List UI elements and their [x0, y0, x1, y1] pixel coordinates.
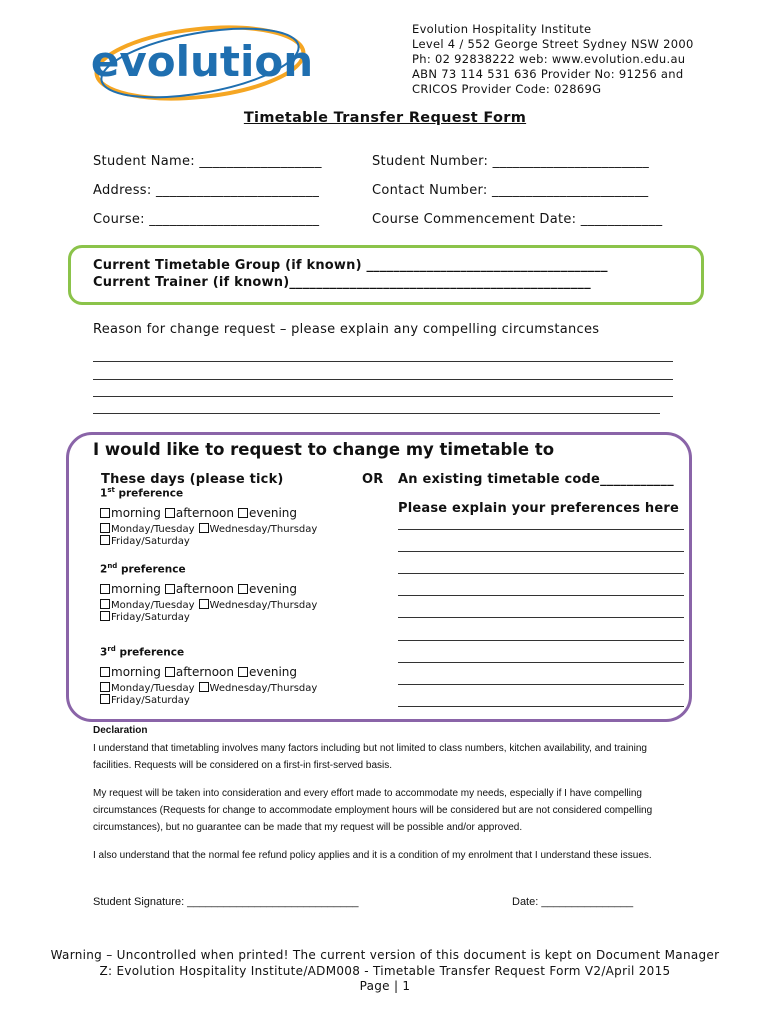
or-label: OR: [362, 472, 384, 487]
reason-line[interactable]: [93, 396, 673, 397]
time-option-afternoon[interactable]: [165, 582, 234, 596]
day-option-label: Friday/Saturday: [111, 694, 190, 706]
checkbox-icon[interactable]: [100, 523, 110, 533]
time-option-label: evening: [249, 505, 298, 520]
checkbox-icon[interactable]: [100, 611, 110, 621]
time-option-label: afternoon: [175, 581, 234, 596]
explain-line[interactable]: [398, 573, 684, 574]
org-cricos: CRICOS Provider Code: 02869G: [412, 82, 602, 96]
checkbox-icon[interactable]: [100, 584, 110, 594]
day-option[interactable]: [100, 694, 321, 706]
org-address: Level 4 / 552 George Street Sydney NSW 2000: [412, 37, 694, 51]
footer-warning: Warning – Uncontrolled when printed! The current version of this document is kept on Document Manager: [50, 948, 720, 962]
time-option-label: morning: [111, 581, 161, 596]
checkbox-icon[interactable]: [238, 667, 248, 677]
day-option[interactable]: [199, 683, 318, 694]
checkbox-icon[interactable]: [165, 667, 175, 677]
explain-line[interactable]: [398, 662, 684, 663]
checkbox-icon[interactable]: [199, 523, 209, 533]
student-name-field[interactable]: Student Name: __________________: [93, 154, 322, 169]
declaration-heading: Declaration: [93, 725, 148, 736]
time-options: [100, 506, 321, 520]
checkbox-icon[interactable]: [165, 508, 175, 518]
reason-line[interactable]: [93, 413, 660, 414]
checkbox-icon[interactable]: [100, 667, 110, 677]
student-number-field[interactable]: Student Number: _______________________: [372, 154, 650, 169]
signature-field[interactable]: Student Signature: ____________________________: [93, 896, 359, 908]
reason-line[interactable]: [93, 379, 673, 380]
explain-line[interactable]: [398, 640, 684, 641]
explain-line[interactable]: [398, 684, 684, 685]
time-options: [100, 665, 321, 679]
time-option-label: evening: [249, 581, 298, 596]
day-option[interactable]: [199, 524, 318, 535]
time-option-morning[interactable]: [100, 506, 161, 520]
explain-label: Please explain your preferences here: [398, 501, 679, 516]
explain-line[interactable]: [398, 706, 684, 707]
day-option[interactable]: [100, 535, 321, 547]
address-field[interactable]: Address: ________________________: [93, 183, 320, 198]
time-option-morning[interactable]: [100, 665, 161, 679]
org-name: Evolution Hospitality Institute: [412, 22, 592, 36]
day-option-label: Monday/Tuesday: [111, 682, 195, 694]
checkbox-icon[interactable]: [100, 599, 110, 609]
day-option-label: Wednesday/Thursday: [209, 682, 318, 694]
org-address-block: [412, 22, 694, 97]
preference-word: preference: [118, 487, 184, 500]
checkbox-icon[interactable]: [165, 584, 175, 594]
day-options: [100, 523, 321, 535]
checkbox-icon[interactable]: [100, 535, 110, 545]
day-option-label: Monday/Tuesday: [111, 599, 195, 611]
preference-num: 2: [100, 563, 108, 576]
day-option-label: Monday/Tuesday: [111, 523, 195, 535]
current-trainer-field[interactable]: Current Trainer (if known)_____________________________________________: [93, 275, 591, 290]
request-heading: I would like to request to change my timetable to: [93, 440, 555, 459]
checkbox-icon[interactable]: [100, 508, 110, 518]
declaration-p2: My request will be taken into consideration and every effort made to accommodate my needs, especially if I have compelling circumstances (Requests for change to accommodate employment hours will be considered but are not considered compelling circumstances), but no guarantee can be made that my request will be possible and/or approved.: [93, 788, 653, 833]
day-option[interactable]: [100, 611, 321, 623]
preference-block-2: [100, 562, 321, 623]
day-option[interactable]: [100, 524, 195, 535]
day-option-label: Wednesday/Thursday: [209, 523, 318, 535]
logo-text: evolution: [90, 37, 314, 86]
form-title: Timetable Transfer Request Form: [243, 110, 527, 126]
declaration-p1: I understand that timetabling involves many factors including but not limited to class numbers, kitchen availability, and training facilities. Requests will be considered on a first-in first-served basis.: [93, 743, 647, 771]
time-option-evening[interactable]: [238, 665, 297, 679]
checkbox-icon[interactable]: [238, 584, 248, 594]
preference-suffix: st: [107, 486, 115, 494]
course-field[interactable]: Course: _________________________: [93, 212, 320, 227]
time-option-label: evening: [249, 664, 298, 679]
footer-page: Page | 1: [359, 979, 411, 993]
time-option-morning[interactable]: [100, 582, 161, 596]
preference-word: preference: [119, 646, 185, 659]
time-option-evening[interactable]: [238, 582, 297, 596]
checkbox-icon[interactable]: [199, 682, 209, 692]
time-option-evening[interactable]: [238, 506, 297, 520]
explain-line[interactable]: [398, 595, 684, 596]
time-option-label: morning: [111, 505, 161, 520]
date-field[interactable]: Date: _______________: [512, 896, 634, 908]
day-option[interactable]: [199, 600, 318, 611]
day-option-label: Friday/Saturday: [111, 611, 190, 623]
checkbox-icon[interactable]: [199, 599, 209, 609]
current-group-field[interactable]: Current Timetable Group (if known) ____________________________________: [93, 258, 608, 273]
reason-label: Reason for change request – please explain any compelling circumstances: [93, 322, 600, 337]
preference-suffix: nd: [107, 562, 118, 570]
time-option-afternoon[interactable]: [165, 665, 234, 679]
preference-word: preference: [120, 563, 186, 576]
preference-suffix: rd: [107, 645, 116, 653]
time-option-label: afternoon: [175, 505, 234, 520]
footer-path: Z: Evolution Hospitality Institute/ADM008 - Timetable Transfer Request Form V2/April 2015: [99, 964, 671, 978]
checkbox-icon[interactable]: [100, 682, 110, 692]
time-option-afternoon[interactable]: [165, 506, 234, 520]
preference-title: [100, 562, 321, 576]
evolution-logo: [90, 18, 315, 108]
org-contact: Ph: 02 92838222 web: www.evolution.edu.au: [412, 52, 686, 66]
declaration-p3: I also understand that the normal fee refund policy applies and it is a condition of my enrolment that I understand these issues.: [93, 850, 652, 861]
explain-line[interactable]: [398, 551, 684, 552]
preference-title: [100, 486, 321, 500]
day-options: [100, 599, 321, 611]
checkbox-icon[interactable]: [238, 508, 248, 518]
reason-line[interactable]: [93, 361, 673, 362]
preference-num: 3: [100, 646, 108, 659]
preference-title: [100, 645, 321, 659]
preference-block-3: [100, 645, 321, 706]
time-option-label: afternoon: [175, 664, 234, 679]
day-option-label: Wednesday/Thursday: [209, 599, 318, 611]
existing-code-field[interactable]: An existing timetable code___________: [398, 472, 674, 487]
time-options: [100, 582, 321, 596]
explain-line[interactable]: [398, 617, 684, 618]
day-options: [100, 682, 321, 694]
checkbox-icon[interactable]: [100, 694, 110, 704]
explain-line[interactable]: [398, 529, 684, 530]
days-label: These days (please tick): [101, 472, 284, 487]
org-abn: ABN 73 114 531 636 Provider No: 91256 and: [412, 67, 684, 81]
preference-num: 1: [100, 487, 108, 500]
day-option[interactable]: [100, 683, 195, 694]
day-option[interactable]: [100, 600, 195, 611]
commencement-date-field[interactable]: Course Commencement Date: ____________: [372, 212, 663, 227]
contact-number-field[interactable]: Contact Number: _______________________: [372, 183, 649, 198]
time-option-label: morning: [111, 664, 161, 679]
day-option-label: Friday/Saturday: [111, 535, 190, 547]
preference-block-1: [100, 486, 321, 547]
